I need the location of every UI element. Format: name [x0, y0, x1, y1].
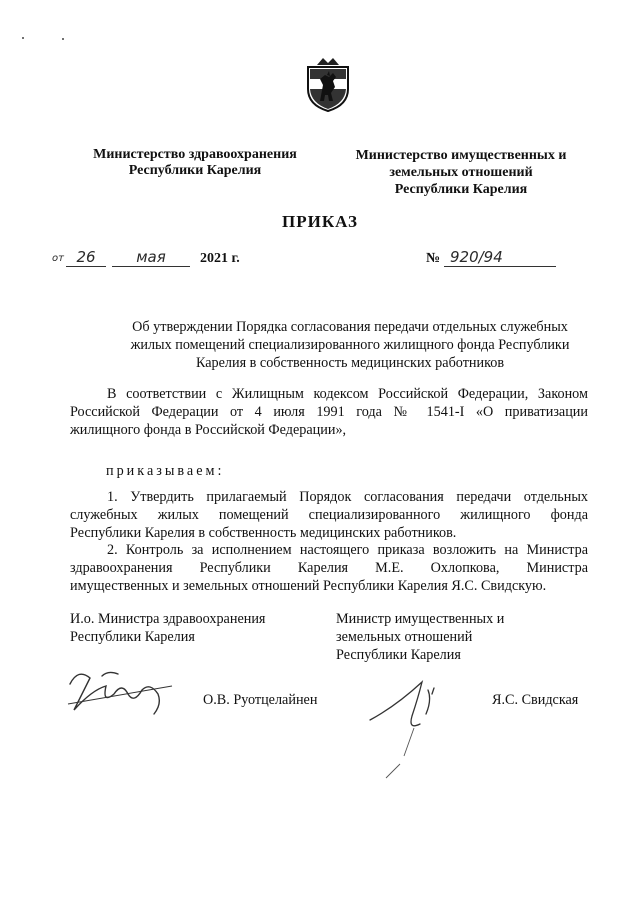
- preamble-line: жилищного фонда в Российской Федерации»,: [70, 422, 347, 438]
- signatory-left-title-line: Республики Карелия: [70, 629, 195, 645]
- date-day: 26: [66, 248, 106, 267]
- subject-line: Карелия в собственность медицинских работников: [195, 355, 505, 371]
- signatory-right-title-line: земельных отношений: [336, 629, 473, 645]
- document-title: ПРИКАЗ: [282, 212, 358, 231]
- order-item-line: служебных жилых помещений специализированного жилищного фонда: [70, 507, 588, 523]
- issuer-left-line: Министерство здравоохранения: [93, 147, 297, 162]
- date-prefix: от: [52, 253, 64, 264]
- date-month: мая: [112, 248, 190, 267]
- date-line: [52, 248, 612, 272]
- order-item-line: имущественных и земельных отношений Республики Карелия Я.С. Свидскую.: [70, 578, 547, 594]
- preamble-line: В соответствии с Жилищным кодексом Российской Федерации, Законом: [107, 386, 588, 402]
- order-item-line: 1. Утвердить прилагаемый Порядок согласования передачи отдельных: [107, 489, 588, 505]
- document-subject: [100, 318, 600, 372]
- date-year: 2021 г.: [200, 251, 240, 266]
- signatory-right-title: [336, 610, 596, 664]
- order-item-line: 2. Контроль за исполнением настоящего приказа возложить на Министра: [107, 542, 588, 558]
- subject-line: Об утверждении Порядка согласования передачи отдельных служебных: [132, 319, 568, 335]
- subject-line: жилых помещений специализированного жилищного фонда Республики: [130, 337, 570, 353]
- issuer-left: [70, 147, 320, 179]
- signatory-left-name: О.В. Руотцелайнен: [203, 692, 318, 708]
- preamble-line: Российской Федерации от 4 июля 1991 года № 1541-I «О приватизации: [70, 404, 588, 420]
- karelia-coat-of-arms-icon: [303, 55, 353, 113]
- signatory-left-title-line: И.о. Министра здравоохранения: [70, 611, 266, 627]
- scan-mark: [62, 38, 64, 40]
- signatory-left-title: [70, 610, 330, 646]
- issuer-right-line: Министерство имущественных и: [355, 148, 567, 163]
- scan-mark: [22, 37, 24, 39]
- signature-left: [62, 664, 180, 720]
- order-item-line: здравоохранения Республики Карелия М.Е. Охлопкова, Министра: [70, 560, 588, 576]
- signatory-right-title-line: Министр имущественных и: [336, 611, 505, 627]
- order-item-line: Республики Карелия в собственность медицинских работников.: [70, 525, 457, 541]
- issuer-right-line: Республики Карелия: [394, 182, 528, 197]
- signatory-right-title-line: Республики Карелия: [336, 647, 461, 663]
- number-label: №: [426, 251, 441, 266]
- number-value: 920/94: [444, 248, 556, 267]
- signature-right: [366, 672, 456, 782]
- issuer-right: [336, 147, 586, 198]
- order-item: [70, 541, 588, 595]
- order-word: приказываем:: [106, 463, 225, 479]
- issuer-left-line: Республики Карелия: [128, 163, 262, 178]
- order-item: [70, 488, 588, 542]
- issuer-right-line: земельных отношений: [389, 165, 533, 180]
- signatory-right-name: Я.С. Свидская: [492, 692, 579, 708]
- preamble: [70, 385, 588, 439]
